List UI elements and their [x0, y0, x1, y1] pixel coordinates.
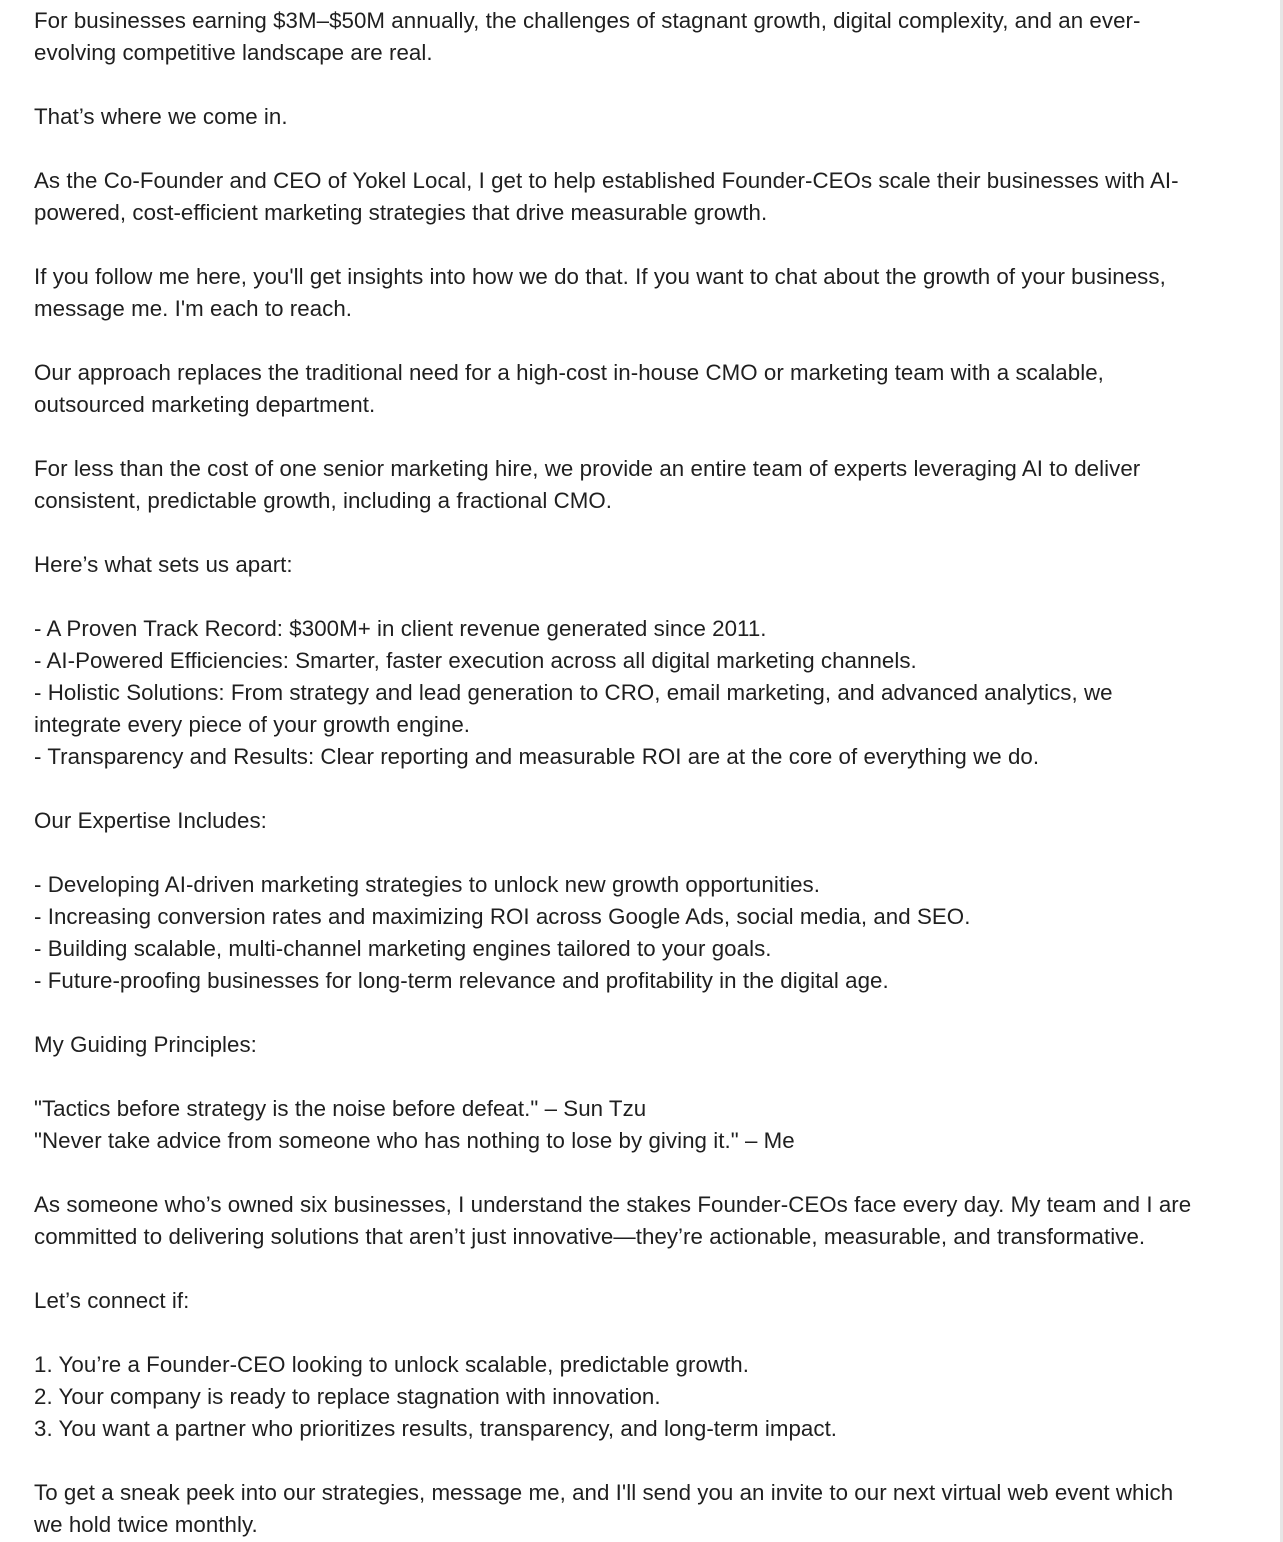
text-line: If you follow me here, you'll get insights into how we do that. If you want to chat about the growth of your business, [34, 264, 1166, 289]
text-line: 3. You want a partner who prioritizes results, transparency, and long-term impact. [34, 1416, 838, 1441]
paragraph [34, 1477, 1224, 1541]
text-line: As the Co-Founder and CEO of Yokel Local, I get to help established Founder-CEOs scale their businesses with AI- [34, 168, 1179, 193]
text-line: powered, cost-efficient marketing strategies that drive measurable growth. [34, 200, 768, 225]
text-line: committed to delivering solutions that aren’t just innovative—they’re actionable, measurable, and transformative. [34, 1224, 1146, 1249]
paragraph-gap [34, 837, 1224, 869]
paragraph-gap [34, 229, 1224, 261]
paragraph [34, 549, 1224, 581]
paragraph-gap [34, 517, 1224, 549]
text-line: message me. I'm each to reach. [34, 296, 353, 321]
paragraph [34, 1189, 1224, 1253]
text-line: Our Expertise Includes: [34, 808, 267, 833]
text-line: - Developing AI-driven marketing strategies to unlock new growth opportunities. [34, 872, 820, 897]
text-line: For businesses earning $3M–$50M annually, the challenges of stagnant growth, digital complexity, and an ever- [34, 8, 1141, 33]
paragraph [34, 1285, 1224, 1317]
paragraph-gap [34, 1157, 1224, 1189]
text-line: Here’s what sets us apart: [34, 552, 293, 577]
text-line: To get a sneak peek into our strategies, message me, and I'll send you an invite to our next virtual web event which [34, 1480, 1174, 1505]
paragraph-gap [34, 325, 1224, 357]
paragraph-gap [34, 421, 1224, 453]
text-line: we hold twice monthly. [34, 1512, 258, 1537]
text-line: "Tactics before strategy is the noise before defeat." – Sun Tzu [34, 1096, 647, 1121]
text-line: - A Proven Track Record: $300M+ in client revenue generated since 2011. [34, 616, 767, 641]
paragraph-gap [34, 1317, 1224, 1349]
paragraph-gap [34, 1061, 1224, 1093]
text-line: consistent, predictable growth, including a fractional CMO. [34, 488, 612, 513]
paragraph-gap [34, 773, 1224, 805]
text-line: "Never take advice from someone who has nothing to lose by giving it." – Me [34, 1128, 795, 1153]
text-line: My Guiding Principles: [34, 1032, 257, 1057]
paragraph [34, 613, 1224, 773]
paragraph-gap [34, 997, 1224, 1029]
text-line: - Future-proofing businesses for long-term relevance and profitability in the digital age. [34, 968, 889, 993]
paragraph-gap [34, 1445, 1224, 1477]
paragraph [34, 357, 1224, 421]
text-line: For less than the cost of one senior marketing hire, we provide an entire team of experts leveraging AI to deliver [34, 456, 1141, 481]
text-line: 1. You’re a Founder-CEO looking to unlock scalable, predictable growth. [34, 1352, 749, 1377]
text-line: As someone who’s owned six businesses, I understand the stakes Founder-CEOs face every day. My team and I are [34, 1192, 1192, 1217]
text-line: Our approach replaces the traditional need for a high-cost in-house CMO or marketing team with a scalable, [34, 360, 1104, 385]
text-line: Let’s connect if: [34, 1288, 190, 1313]
paragraph [34, 453, 1224, 517]
paragraph [34, 805, 1224, 837]
paragraph-gap [34, 69, 1224, 101]
paragraph-gap [34, 133, 1224, 165]
paragraph [34, 101, 1224, 133]
text-line: integrate every piece of your growth engine. [34, 712, 471, 737]
text-line: evolving competitive landscape are real. [34, 40, 433, 65]
about-text-body [34, 5, 1224, 1541]
paragraph-gap [34, 1253, 1224, 1285]
paragraph [34, 1093, 1224, 1157]
text-line: - Holistic Solutions: From strategy and lead generation to CRO, email marketing, and advanced analytics, we [34, 680, 1113, 705]
text-line: - Increasing conversion rates and maximizing ROI across Google Ads, social media, and SEO. [34, 904, 971, 929]
text-line: That’s where we come in. [34, 104, 288, 129]
paragraph [34, 1349, 1224, 1445]
paragraph [34, 1029, 1224, 1061]
paragraph-gap [34, 581, 1224, 613]
paragraph [34, 261, 1224, 325]
text-line: - AI-Powered Efficiencies: Smarter, faster execution across all digital marketing channels. [34, 648, 917, 673]
paragraph [34, 5, 1224, 69]
paragraph [34, 165, 1224, 229]
text-line: 2. Your company is ready to replace stagnation with innovation. [34, 1384, 661, 1409]
text-line: - Transparency and Results: Clear reporting and measurable ROI are at the core of everything we do. [34, 744, 1040, 769]
text-line: - Building scalable, multi-channel marketing engines tailored to your goals. [34, 936, 772, 961]
paragraph [34, 869, 1224, 997]
text-line: outsourced marketing department. [34, 392, 376, 417]
